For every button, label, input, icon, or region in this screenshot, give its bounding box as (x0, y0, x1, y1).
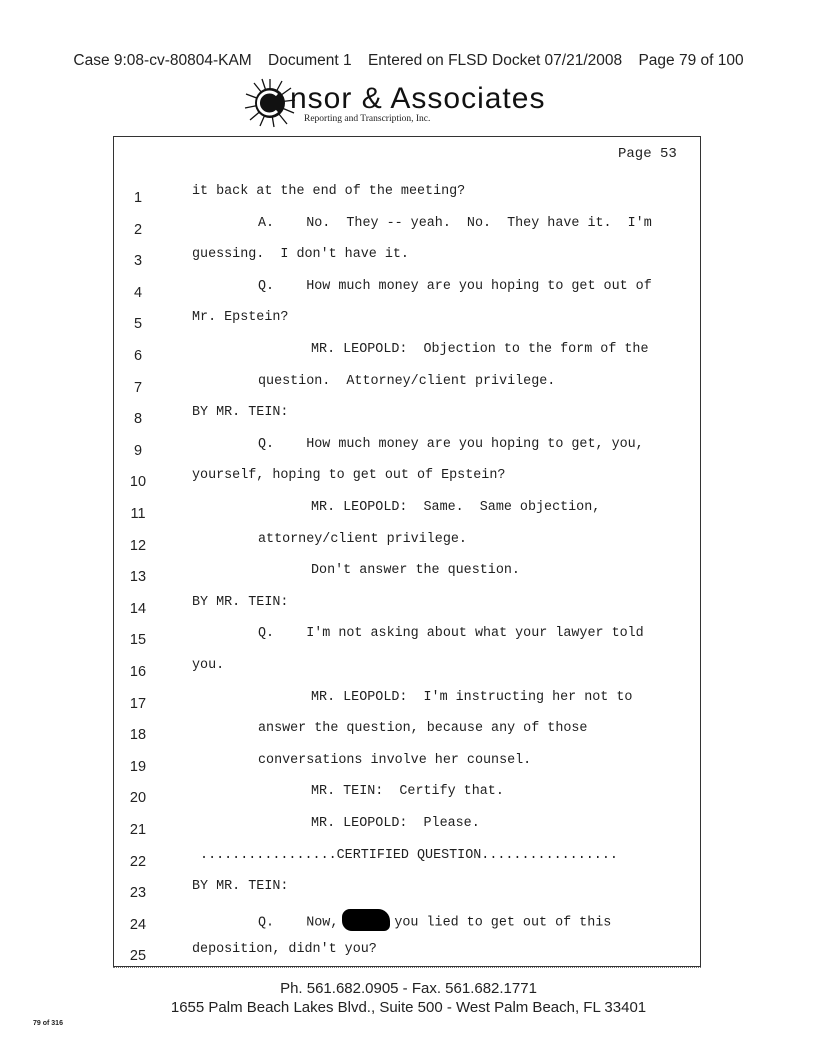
page-count: 79 of 316 (33, 1020, 63, 1027)
line-number: 1 (133, 190, 143, 206)
line-number: 13 (129, 569, 147, 586)
transcript-line (0, 848, 817, 876)
line-text: guessing. I don't have it. (192, 247, 409, 263)
line-text: attorney/client privilege. (258, 531, 467, 547)
line-number: 12 (129, 537, 147, 554)
line-number: 4 (133, 284, 143, 301)
transcript-page-label: Page 53 (618, 146, 677, 162)
line-number: 2 (133, 221, 143, 238)
transcript-line (0, 658, 817, 686)
line-number: 15 (129, 632, 147, 649)
transcript-line (0, 374, 817, 402)
transcript-line (0, 784, 817, 812)
line-number: 22 (129, 853, 147, 870)
transcript-line (0, 563, 817, 591)
line-text: Q. I'm not asking about what your lawyer told (258, 626, 644, 642)
line-text: Don't answer the question. (311, 563, 520, 579)
line-text: MR. LEOPOLD: Please. (311, 816, 480, 831)
line-text: BY MR. TEIN: (192, 405, 289, 421)
transcript-line (0, 532, 817, 560)
transcript-line (0, 690, 817, 718)
document-number: Document 1 (268, 52, 352, 69)
line-text: yourself, hoping to get out of Epstein? (192, 468, 506, 484)
transcript-line (0, 310, 817, 338)
line-text: Q. How much money are you hoping to get, you, (258, 436, 644, 452)
line-text: Mr. Epstein? (192, 310, 289, 326)
line-text: answer the question, because any of those (258, 721, 588, 737)
line-number: 17 (129, 695, 147, 712)
transcript-line (0, 279, 817, 307)
footer-address: 1655 Palm Beach Lakes Blvd., Suite 500 - West Palm Beach, FL 33401 (170, 999, 647, 1016)
transcript-line (0, 721, 817, 749)
line-text: deposition, didn't you? (192, 942, 377, 958)
reporter-logo (244, 78, 544, 128)
line-text: MR. LEOPOLD: Same. Same objection, (311, 500, 601, 515)
logo-name: nsor & Associates (290, 82, 546, 115)
transcript-line (0, 595, 817, 623)
transcript-line (0, 184, 817, 212)
page-number: Page 79 of 100 (638, 52, 744, 69)
line-number: 5 (133, 316, 143, 333)
sun-logo-icon (244, 78, 296, 128)
line-number: 8 (133, 411, 143, 428)
transcript-line (0, 342, 817, 370)
case-header (0, 52, 817, 70)
line-number: 11 (130, 506, 146, 522)
transcript-line (0, 942, 817, 970)
transcript-line (0, 911, 817, 939)
transcript-line (0, 879, 817, 907)
logo-tagline: Reporting and Transcription, Inc. (304, 114, 431, 124)
transcript-line (0, 753, 817, 781)
line-text: MR. TEIN: Certify that. (311, 784, 504, 800)
transcript-line (0, 437, 817, 465)
transcript-line (0, 816, 817, 844)
transcript-line (0, 247, 817, 275)
line-number: 7 (133, 379, 143, 396)
line-number: 14 (129, 600, 147, 617)
line-text: question. Attorney/client privilege. (258, 373, 556, 389)
transcript-line (0, 500, 817, 528)
line-text: Q. Now, you lied to get out of this (258, 911, 611, 933)
line-number: 20 (129, 790, 147, 807)
transcript-line (0, 405, 817, 433)
line-number: 10 (129, 474, 147, 491)
line-number: 18 (129, 727, 147, 744)
line-number: 9 (133, 442, 143, 459)
line-text: it back at the end of the meeting? (192, 184, 466, 199)
case-number: Case 9:08-cv-80804-KAM (73, 52, 252, 69)
line-number: 21 (129, 822, 147, 838)
line-number: 19 (129, 758, 147, 775)
transcript-line (0, 626, 817, 654)
line-text: conversations involve her counsel. (258, 752, 532, 768)
transcript-line (0, 216, 817, 244)
line-number: 24 (129, 916, 147, 933)
line-text: you. (192, 658, 225, 673)
line-number: 16 (129, 664, 147, 680)
line-text: MR. LEOPOLD: Objection to the form of the (311, 342, 649, 357)
line-number: 6 (133, 348, 143, 364)
line-text: Q. How much money are you hoping to get out of (258, 278, 652, 294)
line-number: 25 (129, 948, 147, 965)
transcript-line (0, 468, 817, 496)
line-text: .................CERTIFIED QUESTION................. (192, 847, 618, 863)
line-text: BY MR. TEIN: (192, 879, 289, 895)
line-text: BY MR. TEIN: (192, 594, 289, 610)
footer-phone: Ph. 561.682.0905 - Fax. 561.682.1771 (280, 980, 537, 997)
docket-entry: Entered on FLSD Docket 07/21/2008 (367, 52, 623, 69)
redaction-mark (342, 909, 390, 931)
line-number: 23 (129, 885, 147, 902)
line-text: MR. LEOPOLD: I'm instructing her not to (311, 689, 633, 705)
line-text: A. No. They -- yeah. No. They have it. I'm (258, 215, 652, 231)
line-number: 3 (133, 253, 143, 270)
